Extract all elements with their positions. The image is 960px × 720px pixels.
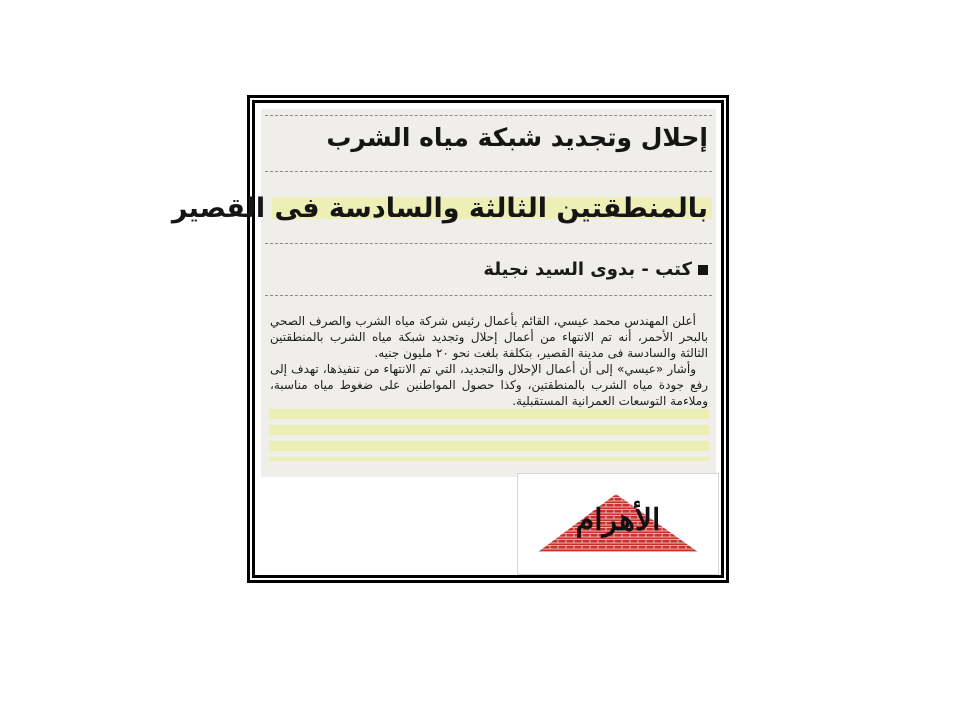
byline-text: كتب - بدوى السيد نجيلة [483, 259, 692, 280]
paragraph-1: أعلن المهندس محمد عيسي، القائم بأعمال رئيس شركة مياه الشرب والصرف الصحي بالبحر الأحمر، أنه تم الانتهاء من أعمال إحلال وتجديد شبكة مياه الشرب بالمنطقتين الثالثة والسادسة فى مدينة القصير، بتكلفة بلغت نحو ٢٠ مليون جنيه. [270, 314, 708, 360]
clipping-frame-inner [171, 98, 726, 580]
bullet-square-icon [698, 265, 708, 275]
logo-text: الأهرام [575, 503, 661, 538]
clipping-paper [171, 103, 721, 575]
paragraph-2: وأشار «عيسي» إلى أن أعمال الإحلال والتجديد، التي تم الانتهاء من تنفيذها، تهدف إلى رفع جودة مياه الشرب بالمنطقتين، وكذا حصول المواطنين على ضغوط مياه مناسبة، وملاءمة التوسعات العمرانية المستقبلية. [270, 362, 708, 408]
article-body [270, 313, 708, 409]
newspaper-clipping [171, 109, 716, 477]
byline-rule-top [265, 243, 712, 244]
al-ahram-logo [517, 473, 719, 575]
byline-rule-bottom [265, 295, 712, 296]
clipping-frame [171, 95, 729, 583]
byline [483, 259, 708, 280]
headline-line-1: إحلال وتجديد شبكة مياه الشرب [326, 123, 708, 152]
paragraph-highlight [269, 409, 709, 461]
headline-rule [265, 171, 712, 172]
headline-line-2: بالمنطقتين الثالثة والسادسة فى القصير [171, 193, 708, 224]
top-rule [265, 115, 712, 116]
